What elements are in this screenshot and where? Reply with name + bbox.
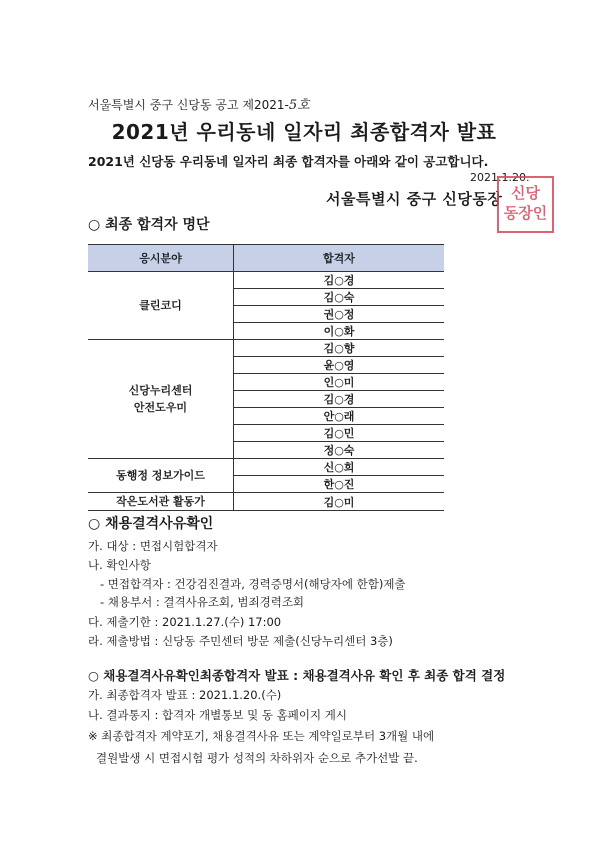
header-category: 응시분야 (88, 245, 234, 272)
seal-line-1: 신당 (511, 184, 540, 202)
notice-number (88, 94, 310, 113)
section2-line: - 면접합격자 : 건강검진결과, 경력증명서(해당자에 한함)제출 (100, 577, 406, 591)
table-body (88, 272, 444, 511)
finalist-table (88, 244, 444, 511)
section3-line: 가. 최종합격자 발표 : 2021.1.20.(수) (88, 688, 282, 702)
announcement-date: 2021.1.20. (470, 171, 530, 184)
finalist-name: 권○정 (234, 306, 445, 323)
finalist-name: 신○희 (234, 459, 445, 476)
finalist-name: 김○숙 (234, 289, 445, 306)
finalist-name: 김○향 (234, 340, 445, 357)
category-cell: 신당누리센터 안전도우미 (88, 340, 234, 459)
finalist-name: 한○진 (234, 476, 445, 493)
section3-title: ○ 채용결격사유확인최종합격자 발표 : 채용결격사유 확인 후 최종 합격 결정 (88, 668, 506, 683)
handwritten-number: 5호 (288, 98, 310, 113)
category-cell: 작은도서관 활동가 (88, 493, 234, 511)
header-names: 합격자 (234, 245, 445, 272)
section2-line: - 채용부서 : 결격사유조회, 범죄경력조회 (100, 595, 305, 609)
section1-title: ○ 최종 합격자 명단 (88, 217, 210, 233)
section2-title: ○ 채용결격사유확인 (88, 516, 214, 532)
finalist-name: 김○미 (234, 493, 445, 511)
finalist-name: 이○화 (234, 323, 445, 340)
finalist-name: 안○래 (234, 408, 445, 425)
section3-line: ※ 최종합격자 계약포기, 채용결격사유 또는 계약일로부터 3개월 내에 (88, 729, 435, 743)
finalist-name: 인○미 (234, 374, 445, 391)
official-seal (497, 176, 554, 233)
page-title: 2021년 우리동네 일자리 최종합격자 발표 (111, 120, 497, 144)
section2-line: 가. 대상 : 면접시험합격자 (88, 539, 218, 553)
category-cell: 동행정 정보가이드 (88, 459, 234, 493)
section3-line: 결원발생 시 면접시험 평가 성적의 차하위자 순으로 추가선발 끝. (96, 751, 418, 765)
category-cell: 클린코디 (88, 272, 234, 340)
section2-line: 다. 제출기한 : 2021.1.27.(수) 17:00 (88, 615, 282, 629)
notice-text: 서울특별시 중구 신당동 공고 제2021- (88, 98, 289, 112)
seal-line-2: 동장인 (503, 204, 548, 222)
finalist-name: 김○민 (234, 425, 445, 442)
section2-line: 라. 제출방법 : 신당동 주민센터 방문 제출(신당누리센터 3층) (88, 634, 393, 648)
table-row (88, 272, 444, 289)
table-row (88, 493, 444, 511)
table-row (88, 340, 444, 357)
table-header-row (88, 245, 444, 272)
finalist-name: 김○경 (234, 391, 445, 408)
subtitle: 2021년 신당동 우리동네 일자리 최종 합격자를 아래와 같이 공고합니다. (88, 154, 489, 169)
finalist-name: 윤○영 (234, 357, 445, 374)
section3-line: 나. 결과통지 : 합격자 개별통보 및 동 홈페이지 게시 (88, 708, 347, 722)
table-row (88, 459, 444, 476)
finalist-name: 정○숙 (234, 442, 445, 459)
section2-line: 나. 확인사항 (88, 558, 151, 572)
finalist-name: 김○경 (234, 272, 445, 289)
issuer: 서울특별시 중구 신당동장 (326, 190, 503, 208)
